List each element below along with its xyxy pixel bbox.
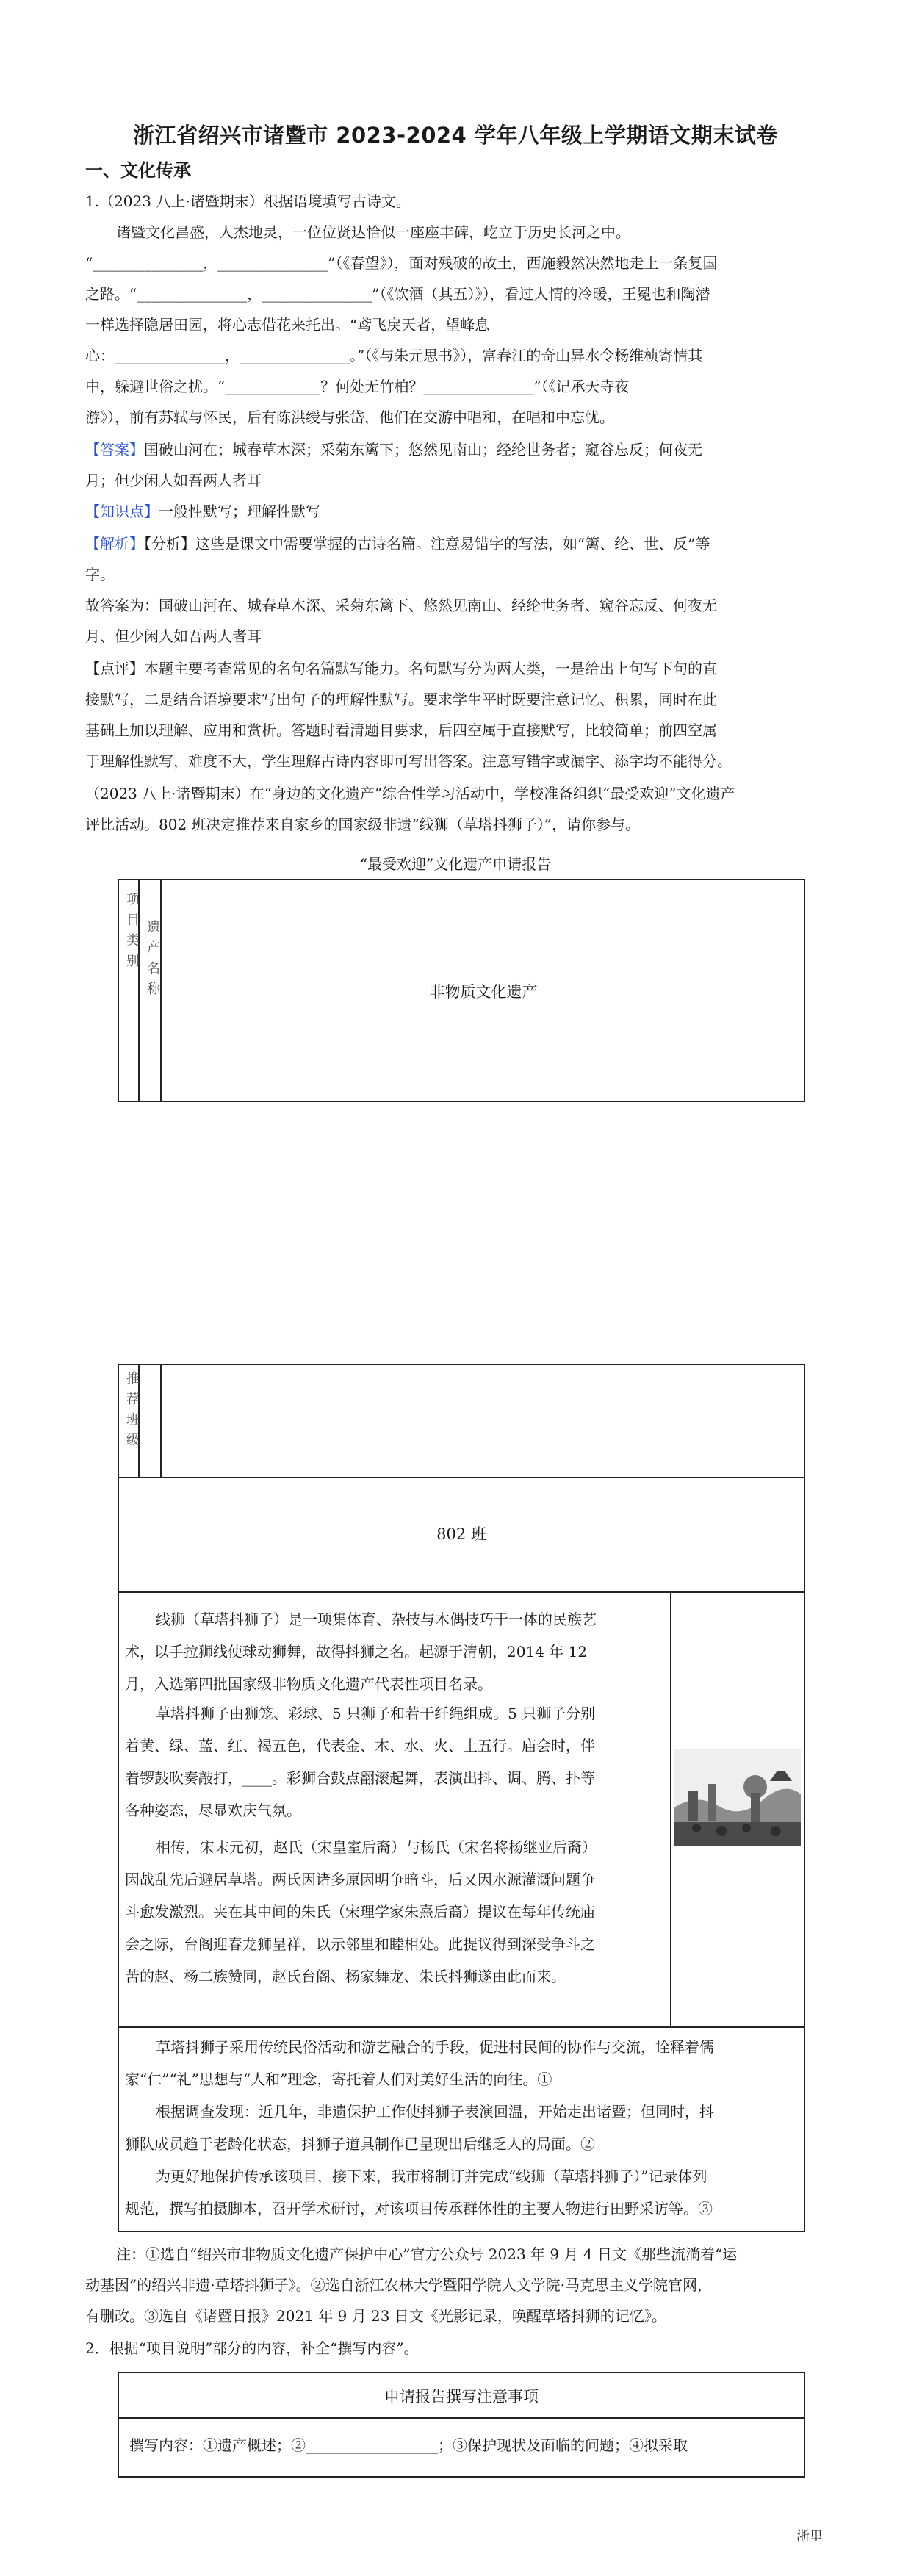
desc-line: 规范，撰写拍摄脚本，召开学术研讨，对该项目传承群体性的主要人物进行田野采访等。③: [125, 2200, 713, 2217]
notes-box-title: 申请报告撰写注意事项: [384, 2388, 539, 2406]
answer-text-cont: 月；但少闲人如吾两人者耳: [85, 472, 262, 489]
desc-line: 草塔抖狮子采用传统民俗活动和游艺融合的手段，促进村民间的协作与交流，诠释着儒: [156, 2038, 714, 2056]
desc-line: 为更好地保护传承该项目，接下来，我市将制订并完成“线狮（草塔抖狮子）”记录体列: [156, 2167, 707, 2185]
question-2-stem: 2．根据“项目说明”部分的内容，补全“撰写内容”。: [85, 2339, 419, 2357]
source-note: 注：①选自“绍兴市非物质文化遗产保护中心”官方公众号 2023 年 9 月 4 日文《那些流淌着“运: [116, 2245, 738, 2263]
desc-line: 各种姿态，尽显欢庆气氛。: [125, 1802, 301, 1819]
notes-box-content: 撰写内容：①遗产概述；②__________________；③保护现状及面临的问题；④拟采取: [129, 2436, 688, 2454]
source-note: 有删改。③选自《诸暨日报》2021 年 9 月 23 日文《光影记录，唤醒草塔抖狮的记忆》。: [85, 2307, 666, 2325]
comment-line: 基础上加以理解、应用和赏析。答题时看清题目要求，后四空属于直接默写，比较简单；前四空属: [85, 722, 717, 739]
desc-p1: [125, 1609, 597, 1694]
desc-line: 线狮（草塔抖狮子）是一项集体育、杂技与木偶技巧于一体的民族艺: [156, 1611, 597, 1628]
desc-line: 草塔抖狮子由狮笼、彩球、5 只狮子和若干纤绳组成。5 只狮子分别: [156, 1705, 596, 1722]
desc-line: 因战乱先后避居草塔。两氏因诸多原因明争暗斗，后又因水源灌溉问题争: [125, 1871, 595, 1888]
desc-p6: [125, 2166, 713, 2219]
answer-text: 国破山河在；城春草木深；采菊东篱下；悠然见南山；经纶世务者；窥谷忘反；何夜无: [144, 441, 702, 458]
desc-line: 苦的赵、杨二族赞同，赵氏台阁、杨家舞龙、朱氏抖狮遂由此而来。: [125, 1968, 566, 1985]
question-1-line: 诸暨文化昌盛，人杰地灵，一位位贤达恰似一座座丰碑，屹立于历史长河之中。: [116, 223, 630, 241]
row-label-class: 推荐班级: [124, 1371, 140, 1453]
analysis-answer: 故答案为：国破山河在、城春草木深、采菊东篱下、悠然见南山、经纶世务者、窥谷忘反、何夜无: [85, 597, 717, 614]
table-divider: [118, 1591, 805, 1593]
page-title: 浙江省绍兴市诸暨市 2023-2024 学年八年级上学期语文期末试卷: [133, 123, 778, 148]
report-caption: “最受欢迎”文化遗产申请报告: [359, 855, 552, 873]
knowledge-block: [85, 503, 826, 520]
desc-line: 相传，宋末元初，赵氏（宋皇室后裔）与杨氏（宋名将杨继业后裔）: [156, 1838, 597, 1856]
question-1-line: “_______________，_______________”（《春望》），面对残破的故土，西施毅然决然地走上一条复国: [85, 254, 718, 272]
analysis-tag: 【解析】: [85, 535, 144, 553]
knowledge-text: 一般性默写；理解性默写: [159, 503, 320, 520]
question-1-line: 之路。“_______________，_______________”（《饮酒（其五）》），看过人情的冷暖，王冕也和陶潜: [85, 285, 710, 303]
comment-line: 接默写，二是结合语境要求写出句子的理解性默写。要求学生平时既要注意记忆、积累，同时在此: [85, 691, 717, 708]
answer-block: [85, 441, 826, 458]
desc-p4: [125, 2037, 714, 2090]
desc-line: 家“仁”“礼”思想与“人和”理念，寄托着人们对美好生活的向往。①: [125, 2070, 552, 2088]
desc-line: 斗愈发激烈。夹在其中间的朱氏（宋理学家朱熹后裔）提议在每年传统庙: [125, 1903, 595, 1921]
comment-line: 于理解性默写，难度不大，学生理解古诗内容即可写出答案。注意写错字或漏字、添字均不能得分。: [85, 752, 732, 770]
source-note: 动基因”的绍兴非遗·草塔抖狮子》。②选自浙江农林大学暨阳学院人文学院·马克思主义学院官网，: [85, 2276, 712, 2294]
question-1-line: 心：_______________，_______________。”（《与朱元思书》），富春江的奇山异水令杨维桢寄情其: [85, 347, 703, 364]
desc-p5: [125, 2101, 714, 2154]
analysis-block: [85, 535, 826, 553]
desc-line: 狮队成员趋于老龄化状态，抖狮子道具制作已呈现出后继乏人的局面。②: [125, 2135, 595, 2153]
page-footer: 浙里: [796, 2529, 823, 2544]
desc-line: 术，以手拉狮线使球动狮舞，故得抖狮之名。起源于清朝，2014 年 12: [125, 1643, 588, 1661]
intro-line: 评比活动。802 班决定推荐来自家乡的国家级非遗“线狮（草塔抖狮子）”，请你参与。: [85, 816, 640, 833]
row-label-category: 项目类别: [124, 892, 140, 974]
analysis-text-cont: 字。: [85, 566, 115, 583]
desc-p3: [125, 1837, 597, 1987]
question-1-stem: 1.（2023 八上·诸暨期末）根据语境填写古诗文。: [85, 193, 411, 210]
question-1-line: 游》），前有苏轼与怀民，后有陈洪绶与张岱，他们在交游中唱和，在唱和中忘忧。: [85, 409, 614, 426]
table-divider: [670, 1591, 671, 2026]
desc-line: 会之际，台阁迎春龙狮呈祥，以示邻里和睦相处。此提议得到深受争斗之: [125, 1935, 595, 1953]
analysis-answer-cont: 月、但少闲人如吾两人者耳: [85, 627, 262, 645]
knowledge-tag: 【知识点】: [85, 503, 159, 520]
recommend-class: 802 班: [436, 1525, 486, 1543]
photo-illustration: [674, 1749, 801, 1846]
desc-line: 着黄、绿、蓝、红、褐五色，代表金、木、水、火、土五行。庙会时，伴: [125, 1737, 595, 1755]
section-heading: 一、文化传承: [85, 160, 191, 181]
table-divider: [160, 1364, 162, 1477]
question-1-line: 中，躲避世俗之扰。“_____________？何处无竹柏？_______________”（《记承天寺夜: [85, 378, 630, 395]
desc-line: 根据调查发现：近几年，非遗保护工作使抖狮子表演回温，开始走出诸暨；但同时，抖: [156, 2103, 714, 2120]
table-divider: [118, 1477, 805, 1478]
analysis-text: 【分析】这些是课文中需要掌握的古诗名篇。注意易错字的写法，如“篱、纶、世、反”等: [144, 535, 710, 553]
row-label-name: 遗产名称: [145, 920, 160, 1002]
table-divider: [118, 2417, 805, 2419]
desc-p2: [125, 1703, 596, 1821]
intro-line: （2023 八上·诸暨期末）在“身边的文化遗产”综合性学习活动中，学校准备组织“最受欢迎”文化遗产: [85, 785, 735, 802]
lion-dance-photo: [674, 1749, 801, 1846]
desc-line: 着锣鼓吹奏敲打，____。彩狮合鼓点翻滚起舞，表演出抖、调、腾、扑等: [125, 1769, 595, 1787]
question-1-line: 一样选择隐居田园，将心志借花来托出。“鸢飞戾天者，望峰息: [85, 316, 490, 334]
answer-tag: 【答案】: [85, 441, 144, 458]
heritage-category: 非物质文化遗产: [429, 983, 538, 1001]
comment-line: 【点评】本题主要考查常见的名句名篇默写能力。名句默写分为两大类，一是给出上句写下句的直: [85, 660, 717, 677]
table-divider: [118, 2026, 805, 2028]
desc-line: 月，入选第四批国家级非物质文化遗产代表性项目名录。: [125, 1675, 492, 1693]
